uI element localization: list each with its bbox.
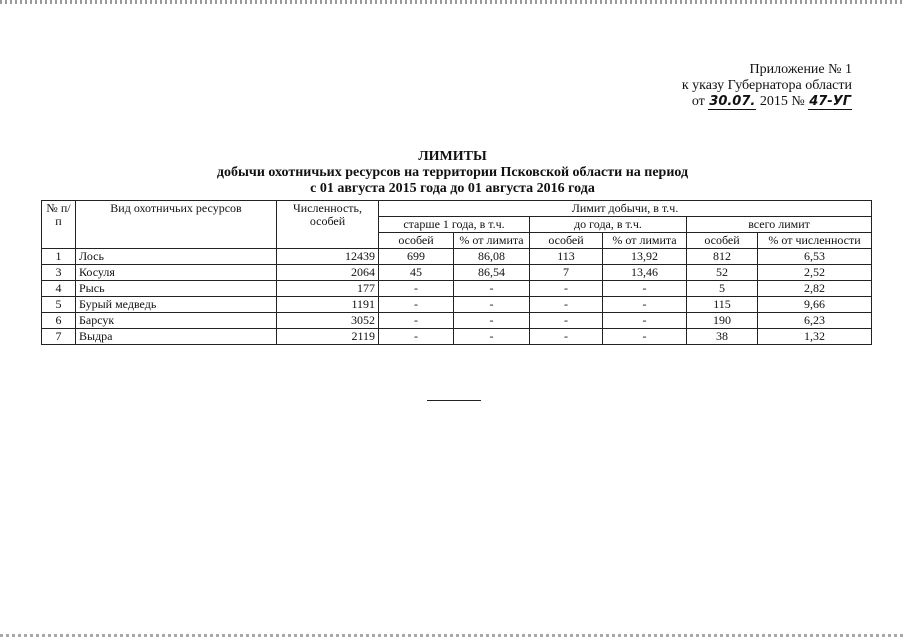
header-younger-individuals: особей (530, 233, 603, 249)
appendix-line-2: к указу Губернатора области (681, 78, 852, 93)
cell-older-pct: 86,08 (454, 249, 530, 265)
cell-older-individuals: - (379, 281, 454, 297)
table-row (42, 297, 872, 313)
appendix-from-label: от (691, 94, 705, 109)
cell-total-individuals: 38 (687, 329, 758, 345)
cell-total-pct: 2,82 (758, 281, 872, 297)
cell-younger-pct: 13,46 (603, 265, 687, 281)
header-population: Численность, особей (277, 201, 379, 249)
cell-younger-individuals: 7 (530, 265, 603, 281)
cell-total-pct: 2,52 (758, 265, 872, 281)
cell-species: Барсук (76, 313, 277, 329)
cell-younger-pct: - (603, 313, 687, 329)
header-species: Вид охотничьих ресурсов (76, 201, 277, 249)
closing-underline (427, 400, 481, 401)
table-row (42, 265, 872, 281)
cell-total-pct: 1,32 (758, 329, 872, 345)
cell-younger-pct: - (603, 281, 687, 297)
cell-older-individuals: 699 (379, 249, 454, 265)
cell-younger-individuals: - (530, 281, 603, 297)
cell-older-pct: - (454, 313, 530, 329)
cell-older-individuals: 45 (379, 265, 454, 281)
handwritten-decree-number: 47-УГ (809, 94, 851, 109)
cell-num: 5 (42, 297, 76, 313)
limits-table (41, 200, 872, 345)
cell-younger-individuals: - (530, 313, 603, 329)
appendix-line-3 (620, 94, 852, 110)
header-total: всего лимит (687, 217, 872, 233)
header-num: № п/п (42, 201, 76, 249)
cell-younger-pct: 13,92 (603, 249, 687, 265)
cell-num: 3 (42, 265, 76, 281)
header-total-pct-population: % от численности (758, 233, 872, 249)
table-row (42, 313, 872, 329)
scan-edge-bottom (0, 634, 905, 637)
cell-older-individuals: - (379, 313, 454, 329)
cell-species: Выдра (76, 329, 277, 345)
header-older: старше 1 года, в т.ч. (379, 217, 530, 233)
cell-total-individuals: 5 (687, 281, 758, 297)
cell-total-individuals: 52 (687, 265, 758, 281)
cell-num: 7 (42, 329, 76, 345)
cell-species: Рысь (76, 281, 277, 297)
cell-older-pct: 86,54 (454, 265, 530, 281)
appendix-header (620, 62, 852, 110)
cell-total-individuals: 190 (687, 313, 758, 329)
appendix-year-number-label: 2015 № (759, 94, 805, 109)
cell-older-pct: - (454, 281, 530, 297)
header-younger-pct-limit: % от лимита (603, 233, 687, 249)
cell-total-pct: 9,66 (758, 297, 872, 313)
header-older-pct-limit: % от лимита (454, 233, 530, 249)
table-row (42, 281, 872, 297)
cell-total-pct: 6,53 (758, 249, 872, 265)
cell-total-individuals: 115 (687, 297, 758, 313)
header-total-individuals: особей (687, 233, 758, 249)
header-limit-group: Лимит добычи, в т.ч. (379, 201, 872, 217)
scan-edge-top (0, 0, 905, 4)
cell-older-individuals: - (379, 329, 454, 345)
table-row (42, 329, 872, 345)
cell-older-pct: - (454, 297, 530, 313)
cell-num: 6 (42, 313, 76, 329)
cell-population: 12439 (277, 249, 379, 265)
cell-species: Лось (76, 249, 277, 265)
title-line-2: добычи охотничьих ресурсов на территории Псковской области на период (216, 165, 689, 180)
cell-older-individuals: - (379, 297, 454, 313)
cell-species: Косуля (76, 265, 277, 281)
handwritten-date: 30.07. (709, 94, 756, 109)
cell-population: 3052 (277, 313, 379, 329)
title-line-3: с 01 августа 2015 года до 01 августа 2016 года (310, 181, 595, 196)
cell-younger-individuals: - (530, 329, 603, 345)
header-older-individuals: особей (379, 233, 454, 249)
cell-population: 1191 (277, 297, 379, 313)
cell-total-individuals: 812 (687, 249, 758, 265)
cell-population: 2119 (277, 329, 379, 345)
cell-species: Бурый медведь (76, 297, 277, 313)
cell-younger-pct: - (603, 297, 687, 313)
cell-younger-individuals: 113 (530, 249, 603, 265)
cell-younger-pct: - (603, 329, 687, 345)
cell-population: 177 (277, 281, 379, 297)
cell-population: 2064 (277, 265, 379, 281)
title-main: ЛИМИТЫ (418, 149, 487, 164)
table-row (42, 249, 872, 265)
cell-younger-individuals: - (530, 297, 603, 313)
appendix-line-1: Приложение № 1 (749, 62, 852, 77)
document-title (150, 149, 755, 197)
cell-older-pct: - (454, 329, 530, 345)
cell-num: 1 (42, 249, 76, 265)
cell-num: 4 (42, 281, 76, 297)
cell-total-pct: 6,23 (758, 313, 872, 329)
header-younger: до года, в т.ч. (530, 217, 687, 233)
